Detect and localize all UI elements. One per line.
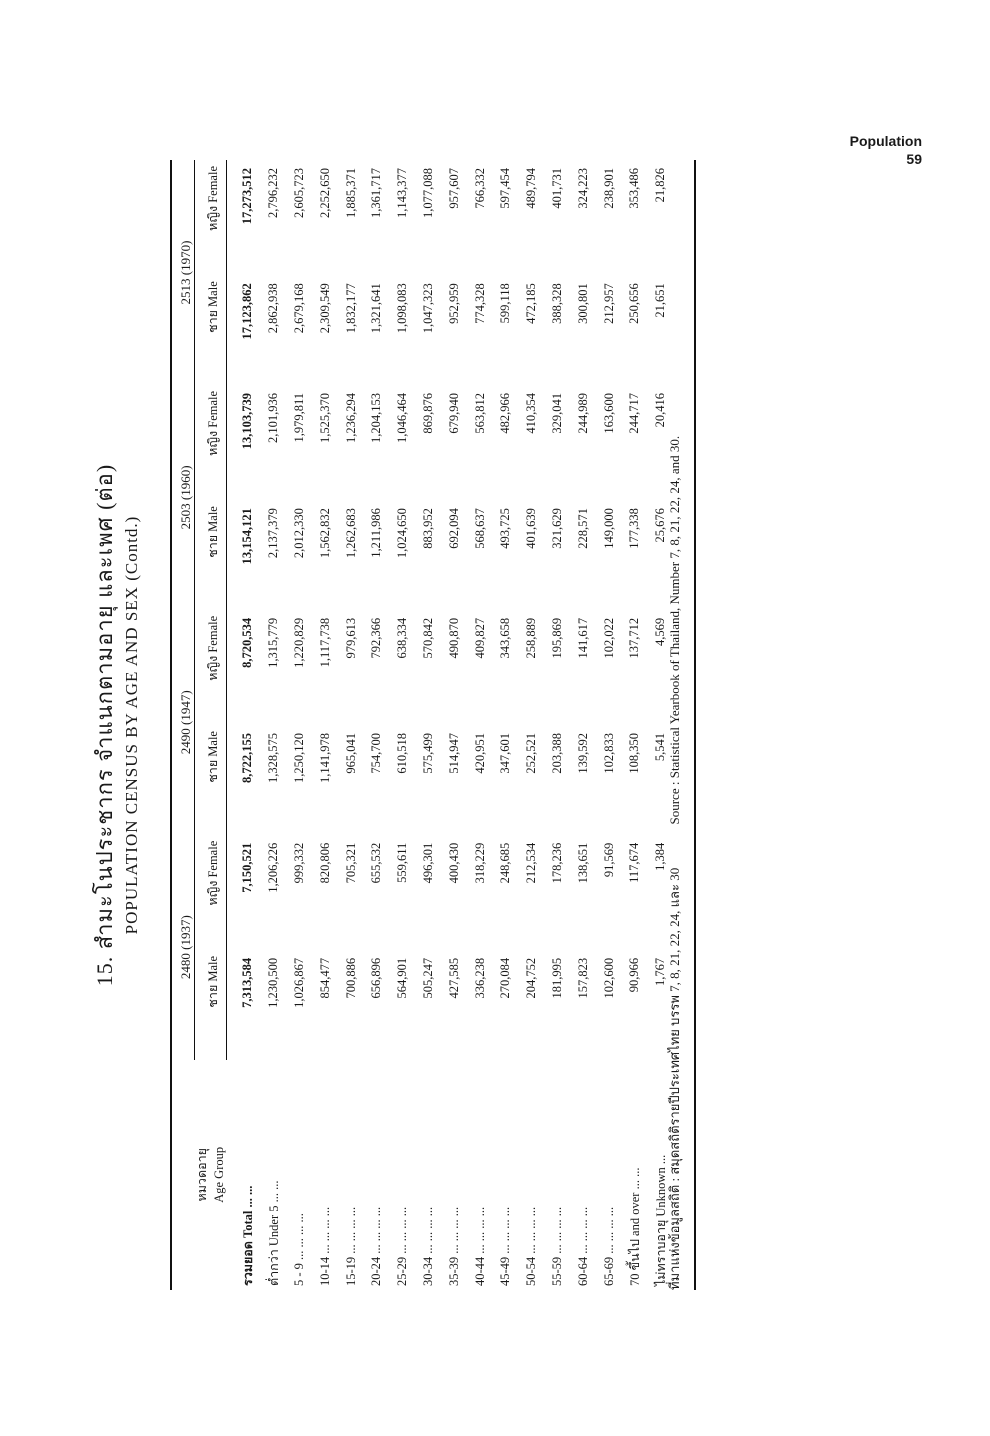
female-value-cell: 570,842 xyxy=(420,617,435,659)
age-group-label: รวมยอด Total ... ... xyxy=(240,1185,255,1286)
female-value-cell: 238,901 xyxy=(601,168,616,209)
age-group-label: 10-14 ... ... ... ... xyxy=(317,1206,332,1286)
male-value-cell: 1,141,978 xyxy=(317,733,332,784)
male-value-cell: 203,388 xyxy=(549,733,564,774)
male-value-cell: 336,238 xyxy=(472,957,487,999)
female-header: หญิง Female xyxy=(200,385,227,500)
male-value-cell: 8,722,155 xyxy=(240,733,255,784)
male-value-cell: 157,823 xyxy=(575,957,590,999)
female-value-cell: 999,332 xyxy=(291,842,306,884)
male-value-cell: 599,118 xyxy=(498,283,513,324)
male-value-cell: 1,262,683 xyxy=(343,508,358,559)
table-row xyxy=(235,160,261,1290)
female-value-cell: 679,940 xyxy=(446,392,461,434)
female-value-cell: 163,600 xyxy=(601,392,616,434)
age-group-label: ต่ำกว่า Under 5 ... ... xyxy=(266,1180,281,1286)
population-census-table xyxy=(170,160,696,1290)
male-value-cell: 2,679,168 xyxy=(291,283,306,334)
female-value-cell: 258,889 xyxy=(524,617,539,659)
male-value-cell: 300,801 xyxy=(575,283,590,324)
age-group-label: 70 ขึ้นไป and over ... ... xyxy=(627,1167,642,1286)
female-value-cell: 212,534 xyxy=(524,842,539,884)
male-value-cell: 252,521 xyxy=(524,733,539,774)
male-value-cell: 1,026,867 xyxy=(291,957,306,1008)
female-value-cell: 1,117,738 xyxy=(317,617,332,668)
male-value-cell: 564,901 xyxy=(395,957,410,999)
female-value-cell: 1,077,088 xyxy=(420,168,435,218)
male-value-cell: 472,185 xyxy=(524,283,539,324)
female-value-cell: 401,731 xyxy=(549,168,564,209)
female-value-cell: 353,486 xyxy=(627,168,642,209)
male-value-cell: 505,247 xyxy=(420,957,435,999)
male-value-cell: 149,000 xyxy=(601,508,616,549)
male-value-cell: 2,309,549 xyxy=(317,283,332,334)
table-row xyxy=(493,160,519,1290)
female-value-cell: 178,236 xyxy=(549,842,564,884)
female-value-cell: 343,658 xyxy=(498,617,513,659)
female-value-cell: 979,613 xyxy=(343,617,358,659)
male-value-cell: 1,047,323 xyxy=(420,283,435,334)
female-value-cell: 7,150,521 xyxy=(240,842,255,893)
female-value-cell: 2,101,936 xyxy=(266,392,281,443)
male-value-cell: 90,966 xyxy=(627,957,642,993)
male-value-cell: 1,832,177 xyxy=(343,283,358,334)
age-group-label: 65-69 ... ... ... ... xyxy=(601,1206,616,1286)
table-row xyxy=(545,160,571,1290)
male-header: ชาย Male xyxy=(200,275,227,385)
female-value-cell: 400,430 xyxy=(446,842,461,884)
female-value-cell: 1,220,829 xyxy=(291,617,306,668)
female-value-cell: 1,046,464 xyxy=(395,392,410,443)
female-value-cell: 563,812 xyxy=(472,392,487,434)
table-row xyxy=(441,160,467,1290)
male-value-cell: 228,571 xyxy=(575,508,590,549)
male-value-cell: 347,601 xyxy=(498,733,513,774)
table-row xyxy=(416,160,442,1290)
age-group-label: 45-49 ... ... ... ... xyxy=(498,1206,513,1286)
year-header-1937: 2480 (1937) xyxy=(171,835,200,1060)
age-group-label: 55-59 ... ... ... ... xyxy=(549,1206,564,1286)
female-value-cell: 1,204,153 xyxy=(369,392,384,443)
table-row xyxy=(261,160,287,1290)
female-value-cell: 1,206,226 xyxy=(266,842,281,893)
female-value-cell: 248,685 xyxy=(498,842,513,884)
female-value-cell: 13,103,739 xyxy=(240,392,255,450)
male-value-cell: 270,084 xyxy=(498,957,513,999)
male-header: ชาย Male xyxy=(200,950,227,1060)
table-row xyxy=(312,160,338,1290)
age-group-header xyxy=(171,1060,227,1290)
male-value-cell: 568,637 xyxy=(472,508,487,549)
source-thai: ที่มาแห่งข้อมูลสถิติ : สมุดสถิติรายปีประเทศไทย บรรพ 7, 8, 21, 22, 24, และ 30 xyxy=(667,867,682,1290)
age-group-label: 20-24 ... ... ... ... xyxy=(369,1206,384,1286)
male-value-cell: 514,947 xyxy=(446,733,461,774)
female-value-cell: 597,454 xyxy=(498,168,513,209)
male-value-cell: 13,154,121 xyxy=(240,508,255,565)
male-value-cell: 21,651 xyxy=(653,283,668,318)
female-value-cell: 705,321 xyxy=(343,842,358,884)
female-value-cell: 17,273,512 xyxy=(240,168,255,225)
male-value-cell: 1,328,575 xyxy=(266,733,281,784)
female-value-cell: 1,885,371 xyxy=(343,168,358,218)
year-header-1970: 2513 (1970) xyxy=(171,160,200,385)
male-value-cell: 1,250,120 xyxy=(291,733,306,784)
female-value-cell: 655,532 xyxy=(369,842,384,884)
male-value-cell: 177,338 xyxy=(627,508,642,549)
male-value-cell: 204,752 xyxy=(524,957,539,999)
title-english: POPULATION CENSUS BY AGE AND SEX (Contd.) xyxy=(122,515,141,935)
age-group-label: 35-39 ... ... ... ... xyxy=(446,1206,461,1286)
table-row xyxy=(390,160,416,1290)
age-group-label: 60-64 ... ... ... ... xyxy=(575,1206,590,1286)
age-group-label: ไม่ทราบอายุ Unknown ... xyxy=(653,1154,668,1286)
female-value-cell: 1,979,811 xyxy=(291,392,306,443)
female-value-cell: 490,870 xyxy=(446,617,461,659)
age-group-label: 50-54 ... ... ... ... xyxy=(524,1206,539,1286)
male-header: ชาย Male xyxy=(200,725,227,835)
male-value-cell: 2,137,379 xyxy=(266,508,281,559)
male-value-cell: 7,313,584 xyxy=(240,957,255,1008)
male-value-cell: 656,896 xyxy=(369,957,384,999)
male-value-cell: 139,592 xyxy=(575,733,590,774)
male-value-cell: 883,952 xyxy=(420,508,435,549)
female-value-cell: 2,796,232 xyxy=(266,168,281,218)
male-value-cell: 575,499 xyxy=(420,733,435,774)
male-value-cell: 2,012,330 xyxy=(291,508,306,559)
table-row xyxy=(287,160,313,1290)
female-value-cell: 766,332 xyxy=(472,168,487,209)
male-header: ชาย Male xyxy=(200,500,227,610)
female-header: หญิง Female xyxy=(200,835,227,950)
age-group-label: 15-19 ... ... ... ... xyxy=(343,1206,358,1286)
source-note xyxy=(664,160,685,1290)
female-value-cell: 318,229 xyxy=(472,842,487,884)
age-group-label: 25-29 ... ... ... ... xyxy=(395,1206,410,1286)
female-value-cell: 1,315,779 xyxy=(266,617,281,668)
male-value-cell: 427,585 xyxy=(446,957,461,999)
female-value-cell: 489,794 xyxy=(524,168,539,209)
age-group-header-thai: หมวดอายุ xyxy=(194,1148,209,1202)
male-value-cell: 854,477 xyxy=(317,957,332,999)
female-value-cell: 20,416 xyxy=(653,392,668,428)
female-value-cell: 1,361,717 xyxy=(369,168,384,218)
female-value-cell: 820,806 xyxy=(317,842,332,884)
female-value-cell: 496,301 xyxy=(420,842,435,884)
male-value-cell: 610,518 xyxy=(395,733,410,774)
male-value-cell: 754,700 xyxy=(369,733,384,774)
female-value-cell: 869,876 xyxy=(420,392,435,434)
female-value-cell: 141,617 xyxy=(575,617,590,659)
age-group-label: 5 - 9 ... ... ... ... xyxy=(291,1213,306,1286)
female-value-cell: 195,869 xyxy=(549,617,564,659)
female-value-cell: 8,720,534 xyxy=(240,617,255,668)
male-value-cell: 700,886 xyxy=(343,957,358,999)
rotated-table-page xyxy=(90,160,750,1290)
male-value-cell: 1,230,500 xyxy=(266,957,281,1008)
male-value-cell: 965,041 xyxy=(343,733,358,774)
female-value-cell: 559,611 xyxy=(395,842,410,883)
male-value-cell: 692,094 xyxy=(446,508,461,549)
female-value-cell: 1,384 xyxy=(653,842,668,871)
female-value-cell: 138,651 xyxy=(575,842,590,884)
male-value-cell: 181,995 xyxy=(549,957,564,999)
male-value-cell: 1,321,641 xyxy=(369,283,384,334)
male-value-cell: 1,562,832 xyxy=(317,508,332,559)
table-body xyxy=(227,160,695,1290)
table-row xyxy=(338,160,364,1290)
table-row xyxy=(622,160,648,1290)
female-value-cell: 1,143,377 xyxy=(395,168,410,218)
female-value-cell: 2,605,723 xyxy=(291,168,306,218)
female-value-cell: 792,366 xyxy=(369,617,384,659)
page-header xyxy=(850,132,922,168)
age-group-label: 30-34 ... ... ... ... xyxy=(420,1206,435,1286)
source-english: Source : Statistical Yearbook of Thailand, Number 7, 8, 21, 22, 24, and 30. xyxy=(667,435,682,825)
male-value-cell: 952,959 xyxy=(446,283,461,324)
male-value-cell: 1,767 xyxy=(653,957,668,987)
female-value-cell: 482,966 xyxy=(498,392,513,434)
male-value-cell: 102,833 xyxy=(601,733,616,774)
title-thai: 15. สำมะโนประชากร จำแนกตามอายุ และเพศ (ต่อ) xyxy=(92,463,117,987)
female-value-cell: 409,827 xyxy=(472,617,487,659)
female-value-cell: 410,354 xyxy=(524,392,539,434)
male-value-cell: 2,862,938 xyxy=(266,283,281,334)
male-value-cell: 493,725 xyxy=(498,508,513,549)
male-value-cell: 250,656 xyxy=(627,283,642,324)
title-block xyxy=(90,160,144,1290)
male-value-cell: 25,676 xyxy=(653,508,668,543)
female-header: หญิง Female xyxy=(200,160,227,275)
female-value-cell: 2,252,650 xyxy=(317,168,332,218)
female-header: หญิง Female xyxy=(200,610,227,725)
male-value-cell: 5,541 xyxy=(653,733,668,762)
male-value-cell: 17,123,862 xyxy=(240,283,255,340)
male-value-cell: 388,328 xyxy=(549,283,564,324)
female-value-cell: 1,525,370 xyxy=(317,392,332,443)
female-value-cell: 117,674 xyxy=(627,842,642,883)
page-number: 59 xyxy=(906,151,922,167)
male-value-cell: 401,639 xyxy=(524,508,539,549)
male-value-cell: 321,629 xyxy=(549,508,564,549)
table-row xyxy=(596,160,622,1290)
female-value-cell: 4,569 xyxy=(653,617,668,646)
table-row xyxy=(519,160,545,1290)
table-row xyxy=(364,160,390,1290)
female-value-cell: 21,826 xyxy=(653,168,668,203)
age-group-header-english: Age Group xyxy=(211,1146,226,1203)
male-value-cell: 420,951 xyxy=(472,733,487,774)
female-value-cell: 244,989 xyxy=(575,392,590,434)
male-value-cell: 1,024,650 xyxy=(395,508,410,559)
female-value-cell: 102,022 xyxy=(601,617,616,659)
female-value-cell: 324,223 xyxy=(575,168,590,209)
male-value-cell: 108,350 xyxy=(627,733,642,774)
male-value-cell: 1,098,083 xyxy=(395,283,410,334)
male-value-cell: 1,211,986 xyxy=(369,508,384,558)
female-value-cell: 1,236,294 xyxy=(343,392,358,443)
male-value-cell: 102,600 xyxy=(601,957,616,999)
female-value-cell: 957,607 xyxy=(446,168,461,209)
table-row xyxy=(570,160,596,1290)
page-section-label: Population xyxy=(849,133,922,149)
male-value-cell: 774,328 xyxy=(472,283,487,324)
age-group-label: 40-44 ... ... ... ... xyxy=(472,1206,487,1286)
female-value-cell: 329,041 xyxy=(549,392,564,434)
table-row xyxy=(467,160,493,1290)
female-value-cell: 91,569 xyxy=(601,842,616,878)
female-value-cell: 244,717 xyxy=(627,392,642,434)
year-header-1947: 2490 (1947) xyxy=(171,610,200,835)
female-value-cell: 638,334 xyxy=(395,617,410,659)
female-value-cell: 137,712 xyxy=(627,617,642,659)
year-header-1960: 2503 (1960) xyxy=(171,385,200,610)
male-value-cell: 212,957 xyxy=(601,283,616,324)
